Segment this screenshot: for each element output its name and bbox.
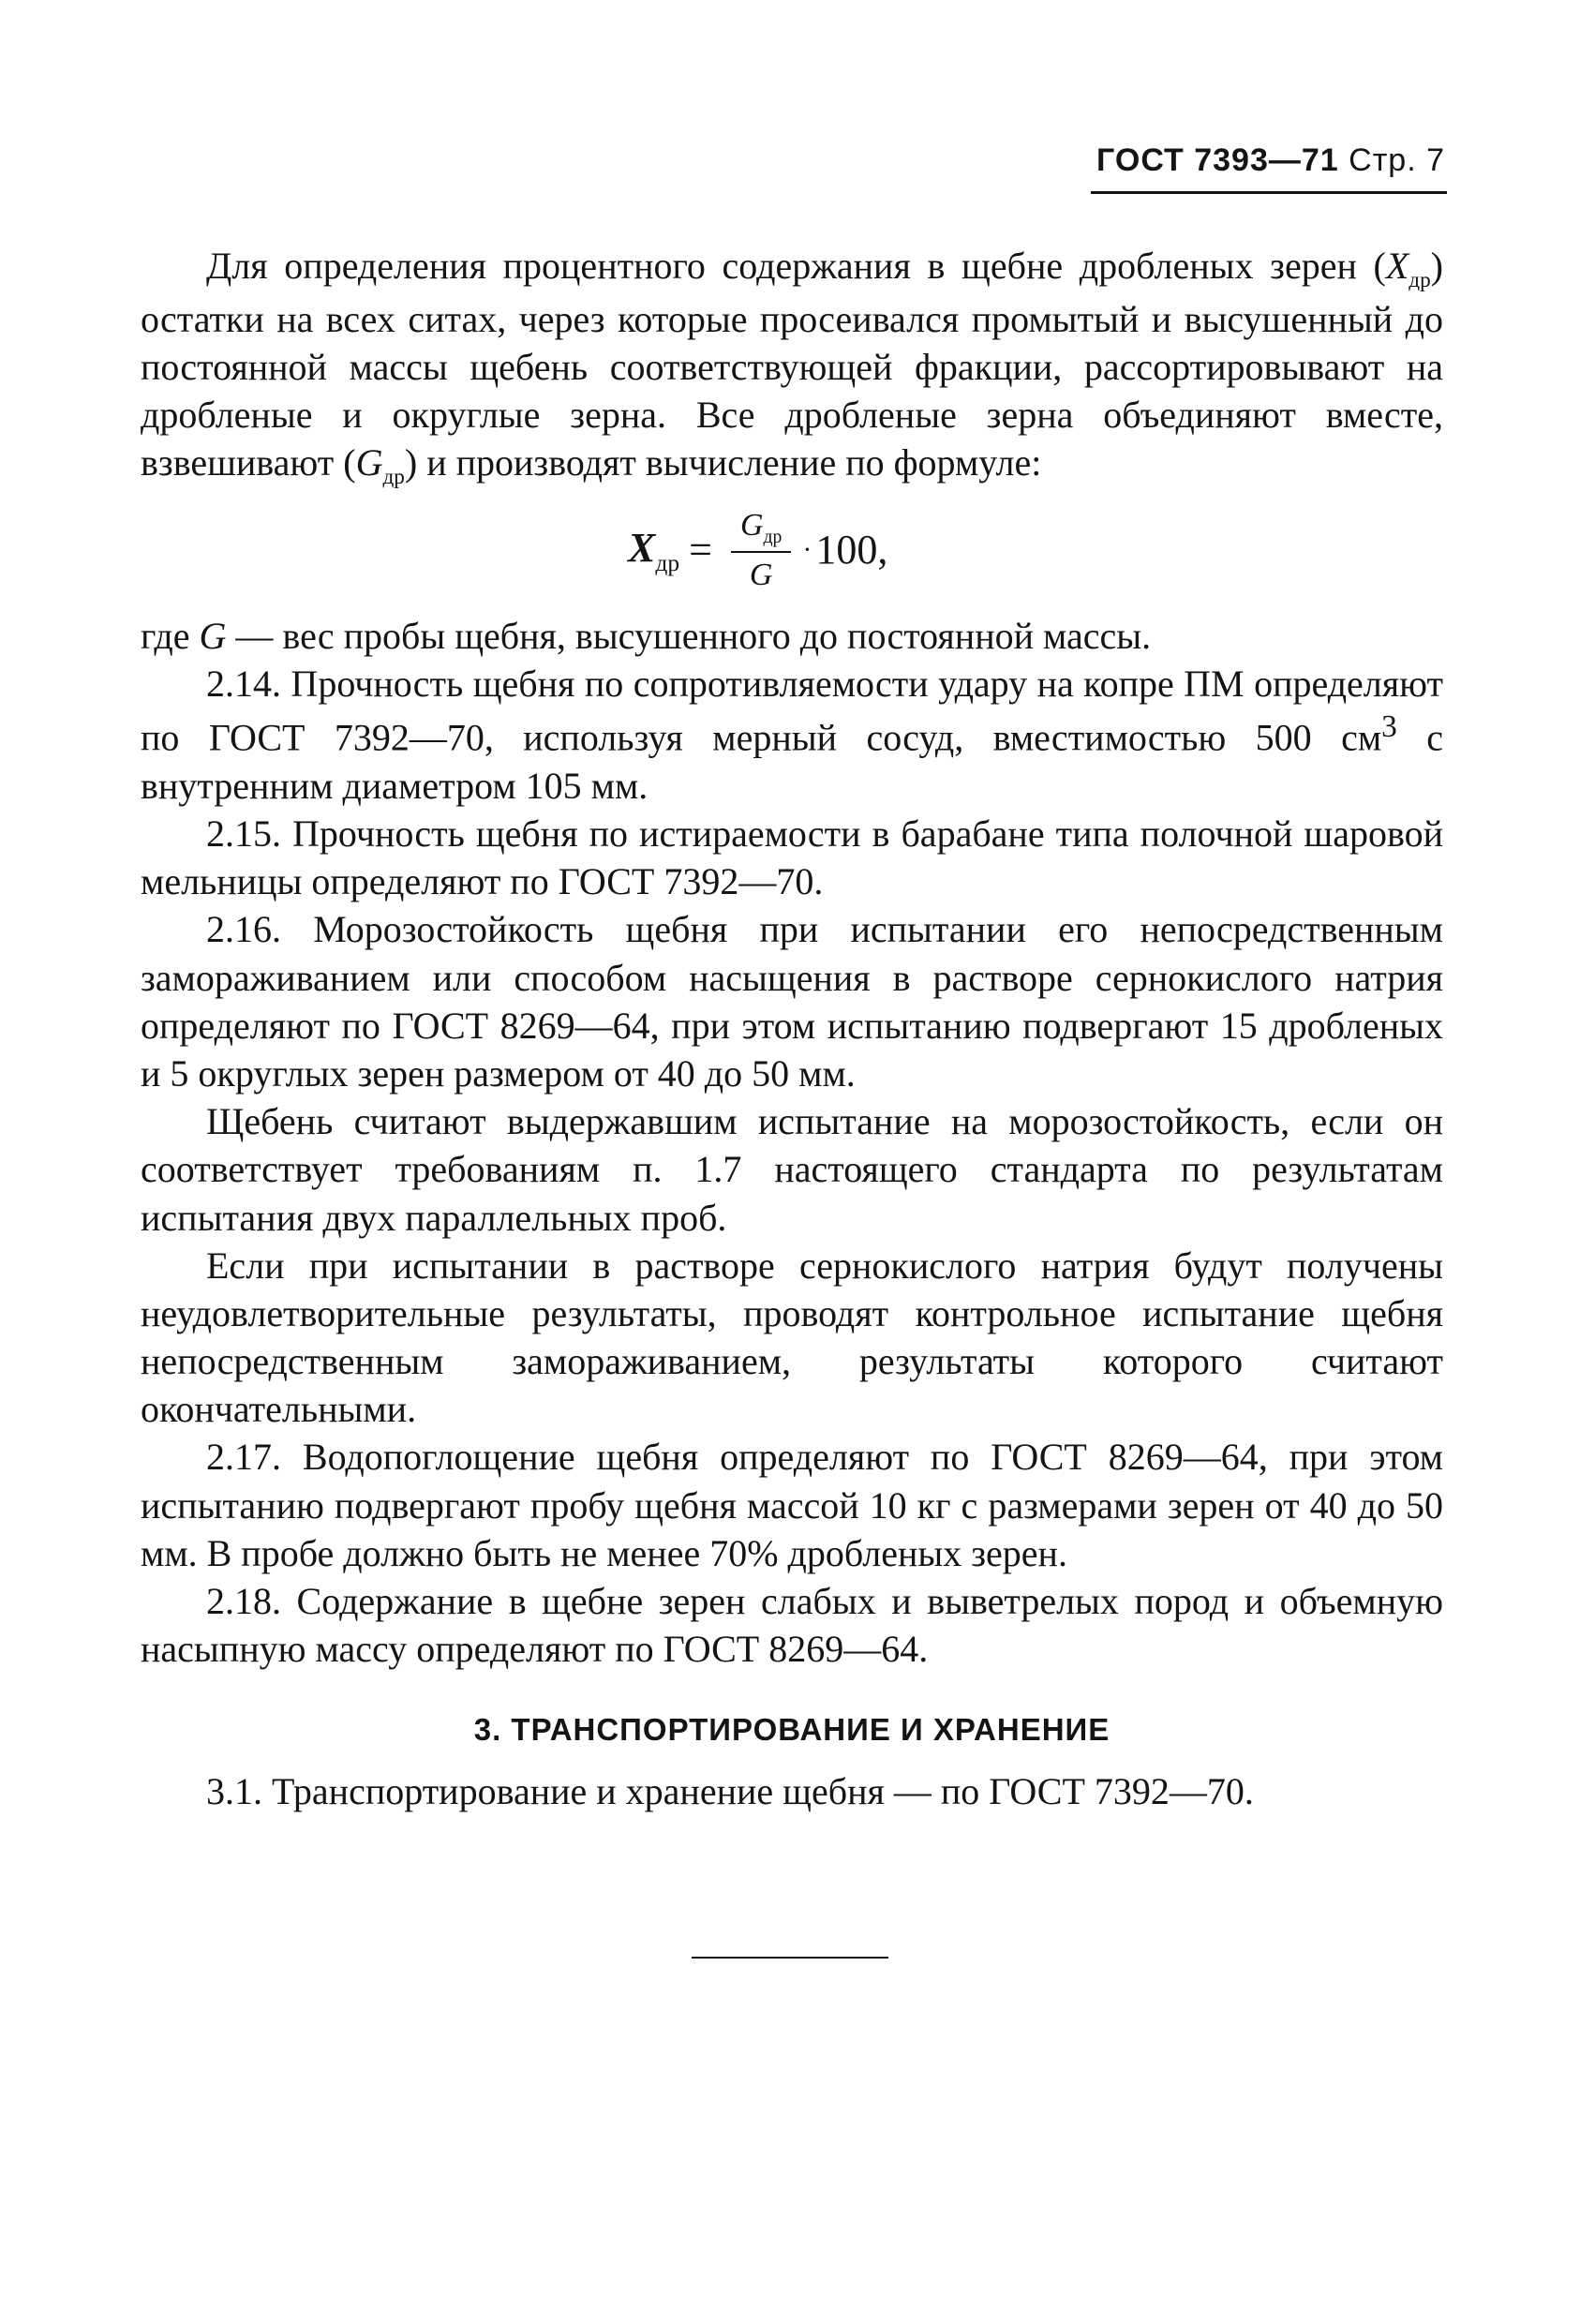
intro-paragraph — [141, 242, 1443, 492]
intro-text-1: Для определения процентного содержания в щебне дробленых зерен ( — [206, 245, 1386, 287]
formula-numerator-subscript: др — [763, 526, 783, 547]
document-body — [141, 242, 1443, 1815]
var-g-symbol: G — [355, 441, 383, 484]
var-x-symbol: X — [1385, 245, 1409, 287]
header-rule — [1091, 191, 1447, 194]
formula-numerator — [731, 505, 791, 553]
formula-times: · — [802, 534, 812, 566]
var-g — [355, 441, 405, 490]
paragraph-2-17: 2.17. Водопоглощение щебня определяют по ГОСТ 8269—64, при этом испытанию подвергают пробу щебня массой 10 кг с размерами зерен от 40 до 50 мм. В пробе должно быть не менее 70% дробленых зерен. — [141, 1436, 1443, 1574]
paragraph-2-14-text: 2.14. Прочность щебня по сопротивляемости удару на копре ПМ определяют по ГОСТ 7392—70, используя мерный сосуд, вместимостью 500 см — [141, 663, 1443, 759]
intro-text-3: ) и производят вычисление по формуле: — [404, 441, 1042, 484]
formula-equals: = — [689, 527, 712, 574]
where-text: — вес пробы щебня, высушенного до постоянной массы. — [226, 614, 1152, 657]
where-prefix: где — [141, 614, 200, 657]
var-x — [1385, 245, 1431, 292]
paragraph-2-15: 2.15. Прочность щебня по истираемости в барабане типа полочной шаровой мельницы определяют по ГОСТ 7392—70. — [141, 812, 1443, 903]
formula-denominator: G — [749, 557, 773, 592]
where-var: G — [199, 614, 227, 657]
paragraph-2-14 — [141, 660, 1443, 810]
var-g-subscript: др — [382, 465, 405, 490]
paragraph-2-18: 2.18. Содержание в щебне зерен слабых и выветрелых пород и объемную насыпную массу определяют по ГОСТ 8269—64. — [141, 1580, 1443, 1671]
paragraph-3-1: 3.1. Транспортирование и хранение щебня — по ГОСТ 7392—70. — [206, 1769, 1254, 1812]
end-rule — [692, 1957, 888, 1959]
formula-lhs-subscript: др — [655, 548, 680, 576]
paragraph-2-16-b: Если при испытании в растворе сернокислого натрия будут получены неудовлетворительные результаты, проводят контрольное испытание щебня непосредственным замораживанием, результаты которого считают окончательными. — [141, 1244, 1443, 1431]
paragraph-2-14-tail: с внутренним диаметром 105 мм. — [141, 716, 1443, 807]
where-line — [141, 612, 1443, 660]
intro-text-2: ) остатки на всех ситах, через которые просеивался промытый и высушенный до постоянной массы щебень соответствующей фракции, рассортировывают на дробленые и округлые зерна. Все дробленые зерна объединяют вместе, взвешивают ( — [141, 245, 1443, 484]
formula-lhs-symbol: X — [628, 524, 656, 571]
paragraph-2-16: 2.16. Морозостойкость щебня при испытании его непосредственным замораживанием или способом насыщения в растворе сернокислого натрия определяют по ГОСТ 8269—64, при этом испытанию подвергают 15 дробленых и 5 округлых зерен размером от 40 до 50 мм. — [141, 908, 1443, 1095]
superscript-3: 3 — [1381, 709, 1397, 745]
doc-code: ГОСТ 7393—71 — [1096, 142, 1339, 178]
formula-lhs — [628, 522, 679, 578]
formula — [141, 498, 1443, 603]
formula-factor: 100, — [815, 527, 888, 574]
formula-fraction — [731, 505, 791, 596]
paragraph-2-16-a: Щебень считают выдержавшим испытание на морозостойкость, если он соответствует требованиям п. 1.7 настоящего стандарта по результатам испытания двух параллельных проб. — [141, 1100, 1443, 1239]
formula-numerator-symbol: G — [739, 507, 764, 543]
page-header — [1096, 142, 1445, 179]
page-number: Стр. 7 — [1349, 142, 1445, 178]
section-3-title: 3. ТРАНСПОРТИРОВАНИЕ И ХРАНЕНИЕ — [473, 1712, 1111, 1748]
var-x-subscript: др — [1409, 268, 1431, 292]
